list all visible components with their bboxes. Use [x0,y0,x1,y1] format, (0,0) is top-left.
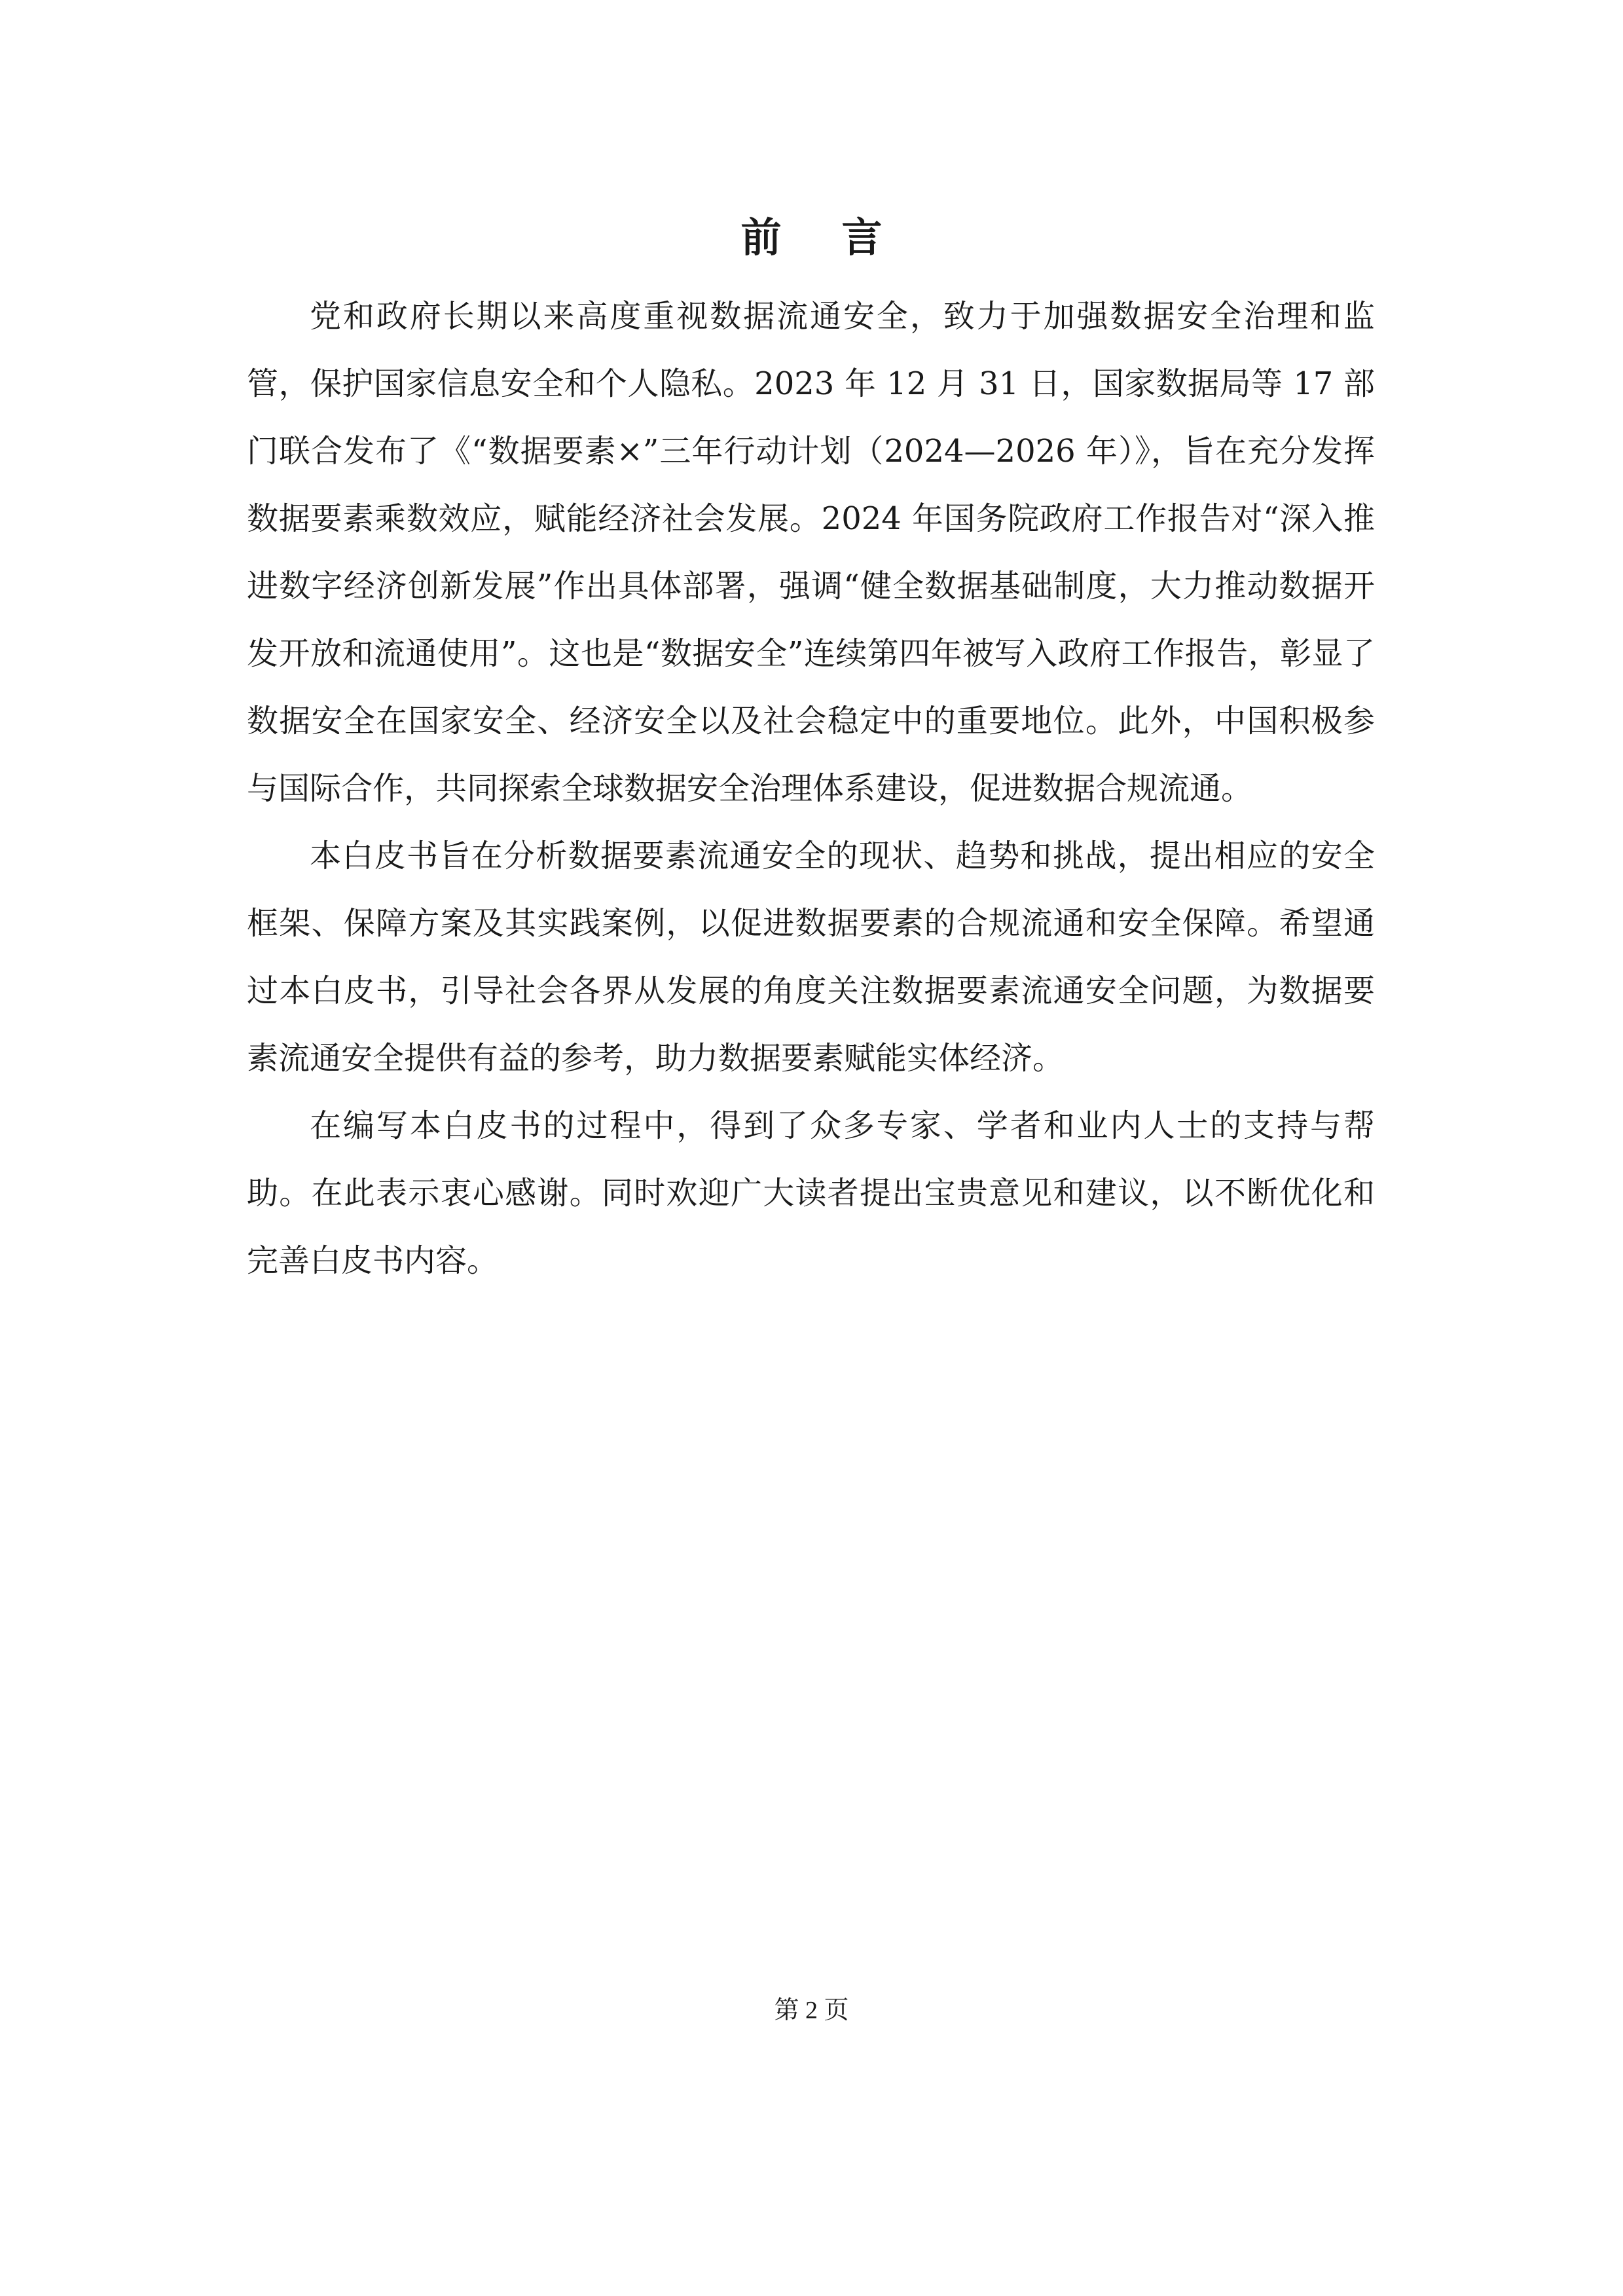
paragraph-2: 本白皮书旨在分析数据要素流通安全的现状、趋势和挑战，提出相应的安全框架、保障方案及其实践案例，以促进数据要素的合规流通和安全保障。希望通过本白皮书，引导社会各界从发展的角度关注数据要素流通安全问题，为数据要素流通安全提供有益的参考，助力数据要素赋能实体经济。 [247,838,1375,1077]
paragraph-3: 在编写本白皮书的过程中，得到了众多专家、学者和业内人士的支持与帮助。在此表示衷心感谢。同时欢迎广大读者提出宝贵意见和建议，以不断优化和完善白皮书内容。 [247,1107,1375,1279]
body-text [247,283,1375,1295]
page-title: 前言 [740,213,943,261]
page-number: 第 2 页 [774,1997,849,2024]
paragraph-1: 党和政府长期以来高度重视数据流通安全，致力于加强数据安全治理和监管，保护国家信息安全和个人隐私。2023 年 12 月 31 日，国家数据局等 17 部门联合发布了《“数据要素×”三年行动计划（2024—2026 年）》，旨在充分发挥数据要素乘数效应，赋能经济社会发展。2024 年国务院政府工作报告对“深入推进数字经济创新发展”作出具体部署，强调“健全数据基础制度，大力推动数据开发开放和流通使用”。这也是“数据安全”连续第四年被写入政府工作报告，彰显了数据安全在国家安全、经济安全以及社会稳定中的重要地位。此外，中国积极参与国际合作，共同探索全球数据安全治理体系建设，促进数据合规流通。 [247,298,1375,807]
